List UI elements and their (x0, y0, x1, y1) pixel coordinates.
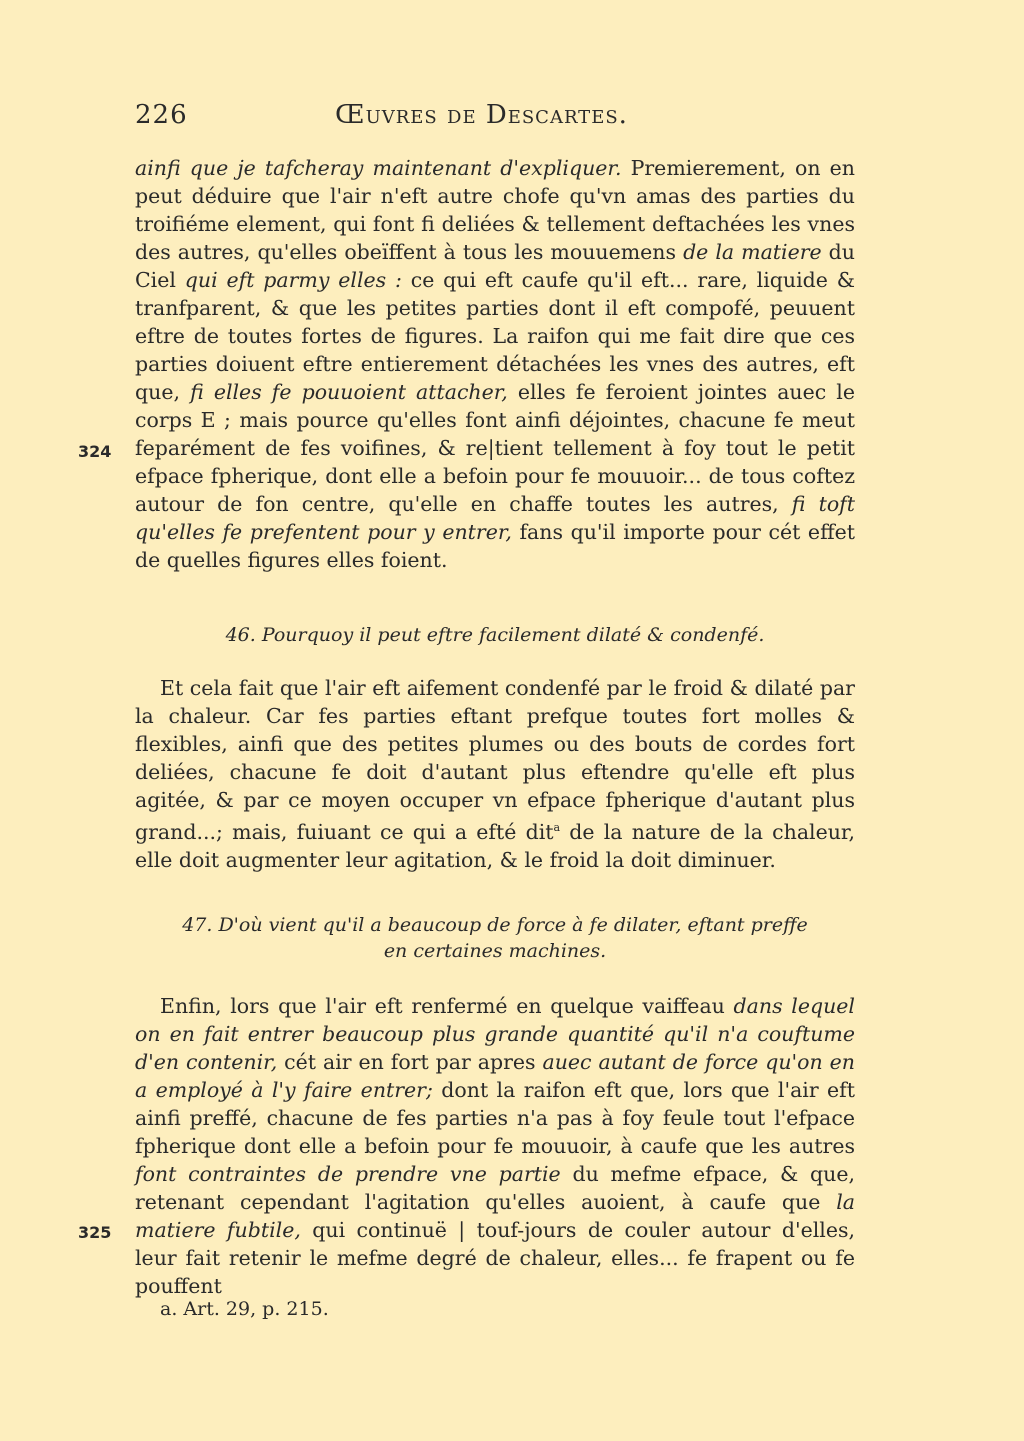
text: du mefme efpace, & que, retenant cependant l'agitation qu'elles auoient, à caufe que (135, 1162, 855, 1214)
text-italic: fi elles fe pouuoient attacher, (190, 380, 508, 404)
text: Premierement, on en peut déduire que l'air n'eft autre chofe qu'vn amas des parties du troifiéme element, qui font fi deliées & tellement deftachées les vnes des autres, qu'elles obeïffent à tous les mouuemens (135, 156, 855, 264)
text-italic: ainfi que je tafcheray maintenant d'expliquer. (135, 156, 622, 180)
text-italic: qui eft parmy elles : (184, 268, 402, 292)
text: fans qu'il importe pour cét effet de quelles figures elles foient. (135, 520, 856, 572)
page-header (135, 100, 855, 140)
section-heading-46: 46. Pourquoy il peut eftre facilement dilaté & condenfé. (225, 624, 765, 646)
margin-line-number: 324 (78, 442, 112, 461)
page-number: 226 (135, 100, 188, 130)
heading-line: en certaines machines. (383, 940, 607, 962)
text-italic: font contraintes de prendre vne partie (135, 1162, 561, 1186)
paragraph-47 (135, 992, 855, 1300)
text: du Ciel (135, 240, 856, 292)
heading-line: 47. D'où vient qu'il a beaucoup de force à fe dilater, eftant preffe (182, 914, 808, 936)
text-italic: la matiere fubtile, (135, 1190, 855, 1242)
text-italic: de la matiere (683, 240, 822, 264)
text: Et cela fait que l'air eft aifement condenfé par le froid & dilaté par la chaleur. Car fes parties eftant prefque toutes fort molles & flexibles, ainfi que des petites plumes ou des bouts de cordes fort deliées, chacune fe doit d'autant plus eftendre qu'elle eft plus agitée, & par ce moyen occuper vn efpace fpherique d'autant plus grand...; mais, fuiuant ce qui a efté dit (135, 676, 855, 844)
text: dont la raifon eft que, lors que l'air eft ainfi preffé, chacune de fes parties n'a pas à foy feule tout l'efpace fpherique dont elle a befoin pour fe mouuoir, à caufe que les autres (135, 1078, 855, 1158)
paragraph-46 (135, 674, 855, 874)
text: elles fe feroient jointes auec le corps E ; mais pource qu'elles font ainfi déjointes, chacune fe meut feparément de fes voifines, & re|tient tellement à foy tout le petit efpace fpherique, dont elle a befoin pour fe mouuoir... de tous coftez autour de fon centre, qu'elle en chaffe toutes les autres, (135, 380, 855, 516)
text: de la nature de la chaleur, elle doit augmenter leur agitation, & le froid la doit diminuer. (135, 819, 855, 872)
text: qui continuë | touf-jours de couler autour d'elles, leur fait retenir le mefme degré de chaleur, elles... fe frapent ou fe pouffent (135, 1218, 855, 1298)
text-italic: dans lequel on en fait entrer beaucoup plus grande quantité qu'il n'a couftume d'en contenir, (135, 994, 855, 1074)
text: cét air en fort par apres (277, 1050, 543, 1074)
running-title: Œuvres de Descartes. (335, 100, 628, 130)
text: ce qui eft caufe qu'il eft... rare, liquide & tranfparent, & que les petites parties dont il eft compofé, peuuent eftre de toutes fortes de figures. La raifon qui me fait dire que ces parties doiuent eftre entierement détachées les vnes des autres, eft que, (135, 268, 856, 404)
margin-line-number: 325 (78, 1223, 112, 1242)
footnote-marker: a (553, 821, 561, 834)
section-heading-47 (135, 912, 855, 964)
text-italic: auec autant de force qu'on en a employé à l'y faire entrer; (135, 1050, 855, 1102)
footnote: a. Art. 29, p. 215. (160, 1298, 329, 1320)
paragraph-continuation (135, 154, 855, 574)
text: Enfin, lors que l'air eft renfermé en quelque vaiffeau (160, 994, 734, 1018)
text-italic: fi toft qu'elles fe prefentent pour y entrer, (135, 492, 855, 544)
